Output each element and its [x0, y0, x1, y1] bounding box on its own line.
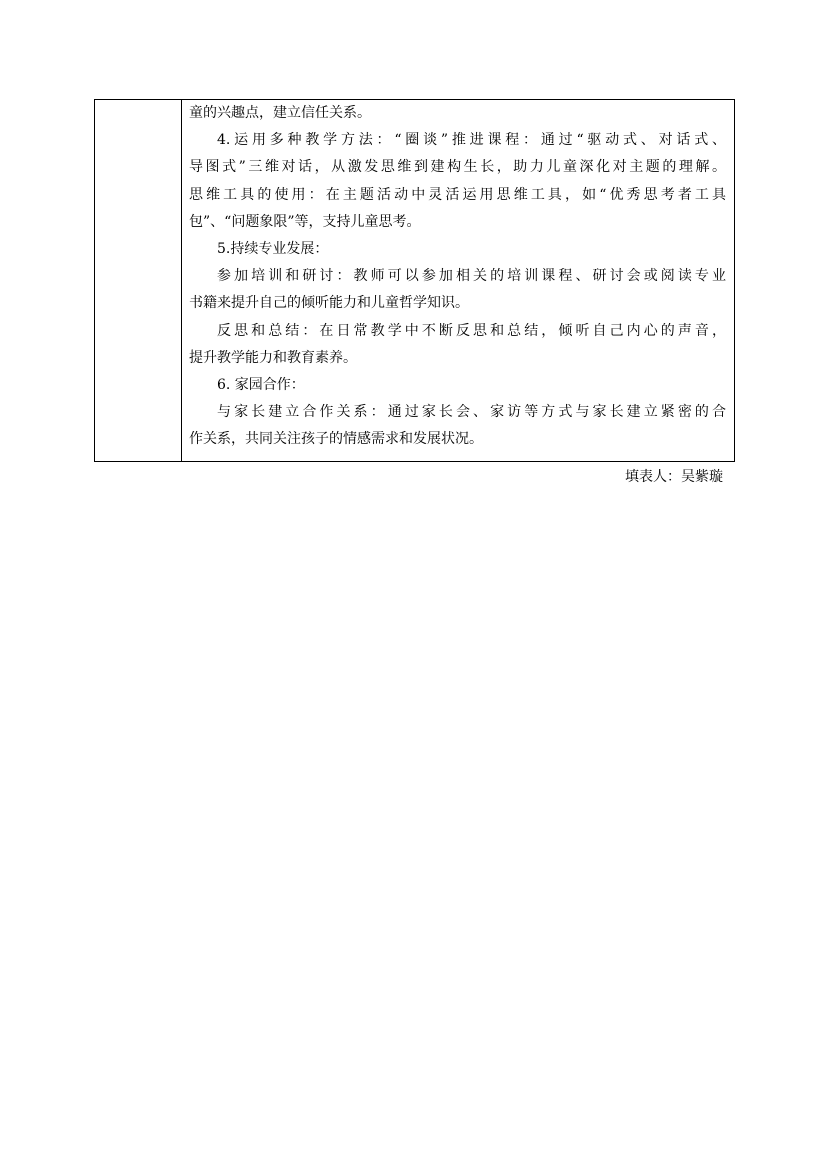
content-line-1: 童的兴趣点，建立信任关系。	[189, 105, 371, 121]
content-line-3: 导图式”三维对话，从激发思维到建构生长，助力儿童深化对主题的理解。	[189, 159, 726, 176]
report-table	[94, 99, 735, 462]
filler-signature: 填表人：吴紫璇	[625, 469, 723, 485]
left-label-cell	[95, 100, 182, 462]
content-text	[182, 100, 734, 453]
content-line-4: 思维工具的使用：在主题活动中灵活运用思维工具，如“优秀思考者工具	[189, 186, 726, 203]
content-line-12: 与家长建立合作关系：通过家长会、家访等方式与家长建立紧密的合	[217, 404, 726, 421]
content-line-2: 4.运用多种教学方法：“圈谈”推进课程：通过“驱动式、对话式、	[217, 132, 726, 149]
content-line-11: 6. 家园合作：	[217, 376, 305, 393]
content-line-13: 作关系，共同关注孩子的情感需求和发展状况。	[189, 431, 483, 448]
content-line-8: 书籍来提升自己的倾听能力和儿童哲学知识。	[189, 295, 469, 312]
content-line-6: 5.持续专业发展：	[217, 240, 329, 257]
content-line-5: 包”、“问题象限”等，支持儿童思考。	[189, 213, 421, 230]
content-line-10: 提升教学能力和教育素养。	[189, 349, 357, 366]
content-line-7: 参加培训和研讨：教师可以参加相关的培训课程、研讨会或阅读专业	[217, 268, 726, 285]
content-line-9: 反思和总结：在日常教学中不断反思和总结，倾听自己内心的声音，	[217, 322, 726, 339]
content-cell	[182, 100, 735, 462]
table-row	[95, 100, 735, 462]
